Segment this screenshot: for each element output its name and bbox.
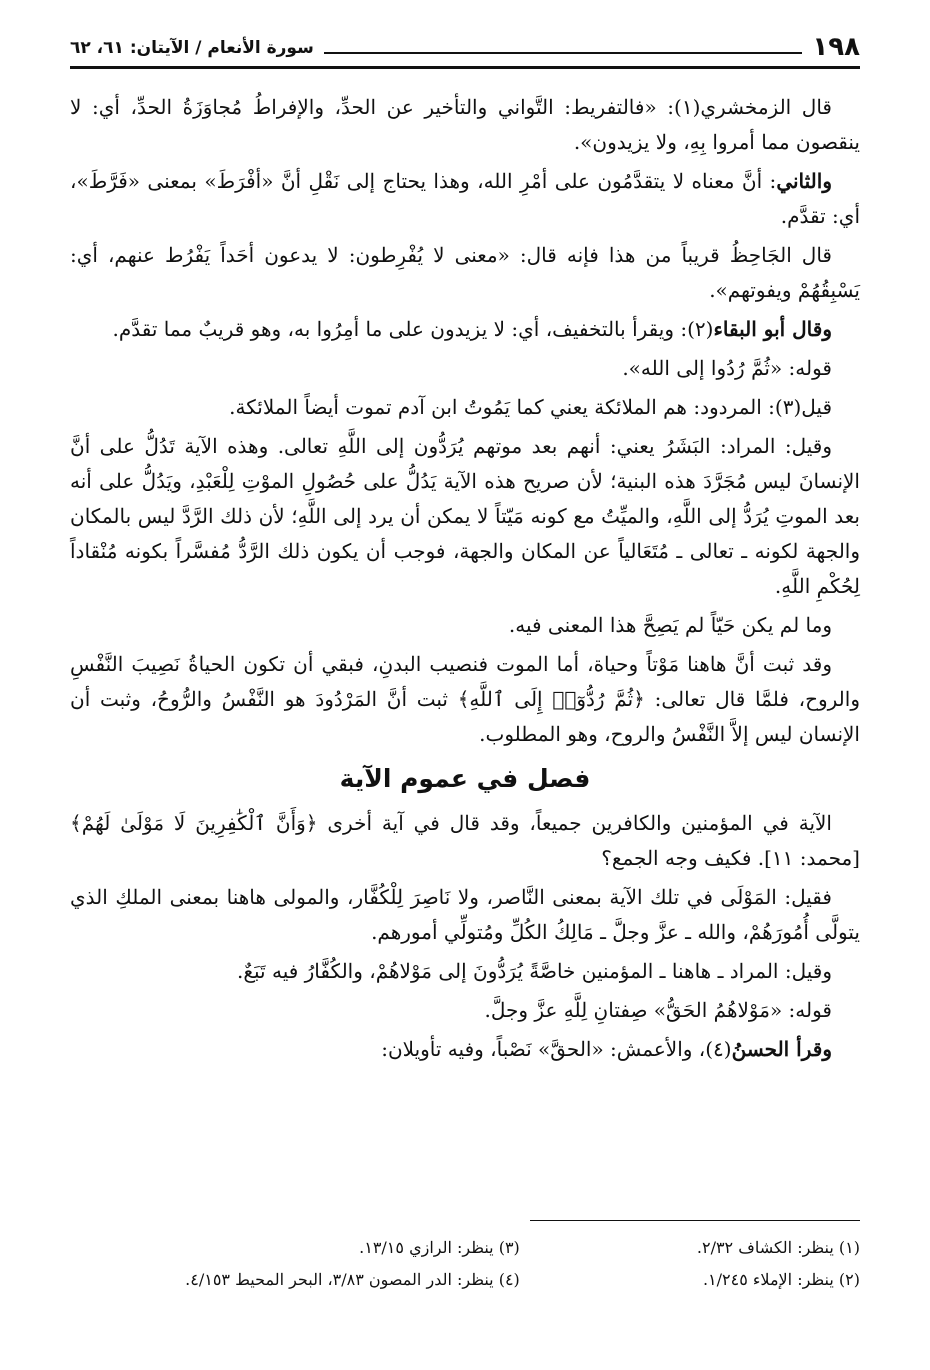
header-rule: [70, 66, 860, 69]
paragraph-11: فقيل: المَوْلَى في تلك الآية بمعنى النَّاصر، ولا نَاصِرَ لِلْكُفَّار، والمولى هاهنا بمعنى الملكِ الذي يتولَّى أُمُورَهُمْ، والله ـ عزَّ وجلَّ ـ مَالِكُ الكُلِّ ومُتولِّي أمورهم.: [70, 885, 860, 944]
page-number: ١٩٨: [812, 32, 860, 62]
footnote-3: (٣) ينظر: الرازي ١٣/١٥.: [359, 1238, 520, 1257]
paragraph-9: وقد ثبت أنَّ هاهنا مَوْتاً وحياة، أما الموت فنصيب البدنِ، فبقي أن تكون الحياةُ نَصِيبَ النَّفْسِ والروح، فلمَّا قال تعالى: ﴿ثُمَّ رُدُّوٓا۟ إِلَى ٱللَّهِ﴾ ثبت أنَّ المَرْدُودَ هو النَّفْسُ والرُّوحُ، وثبت أن الإنسان ليس إلاَّ النَّفْسُ والروح، وهو المطلوب.: [70, 652, 860, 746]
paragraph-3: قال الجَاحِظُ قريباً من هذا فإنه قال: «معنى لا يُفْرِطون: لا يدعون أحَداً يَفْرُط عنهم، أي: يَسْبِقُهُمْ ويفوتهم».: [70, 243, 860, 302]
paragraph-13: قوله: «مَوْلاهُمُ الحَقُّ» صِفتانِ لِلَّهِ عزَّ وجلَّ.: [484, 998, 832, 1022]
section-heading: فصل في عموم الآية: [339, 764, 591, 793]
paragraph-14: وقرأ الحسنُ(٤)، والأعمش: «الحقَّ» نَصْباً، وفيه تأويلان:: [381, 1037, 832, 1061]
paragraph-10: الآية في المؤمنين والكافرين جميعاً، وقد قال في آية أخرى ﴿وَأَنَّ ٱلْكَٰفِرِينَ لَا مَوْلَىٰ لَهُمْ﴾ [محمد: ١١]. فكيف وجه الجمع؟: [70, 811, 860, 870]
paragraph-7: وقيل: المراد: البَشَرُ يعني: أنهم بعد موتهم يُرَدُّون إلى اللَّهِ تعالى. وهذه الآية تَدُلُّ على أنَّ الإنسانَ ليس مُجَرَّدَ هذه البنية؛ لأن صريح هذه الآية يَدُلُّ على حُصُولِ الموْتِ لِلْعَبْدِ، ويَدُلُّ على أنه بعد الموتِ يُرَدُّ إلى اللَّهِ، والميِّتُ مع كونه مَيّتاً لا يمكن أن يرد إلى اللَّهِ؛ لأن ذلك الرَّدَّ ليس بالمكان والجهة لكونه ـ تعالى ـ مُتَعَالياً عن المكان والجهة، فوجب أن يكون ذلك الرَّدُّ مُفسَّراً بكونه مُنْقاداً لِحُكْمِ اللَّهِ.: [70, 434, 860, 598]
footnote-1: (١) ينظر: الكشاف ٢/٣٢.: [696, 1238, 860, 1257]
header-rule-short: [324, 52, 803, 54]
main-text: [70, 90, 860, 1071]
running-title: سورة الأنعام / الآيتان: ٦١، ٦٢: [70, 38, 314, 58]
paragraph-8: وما لم يكن حَيّاً لم يَصِحَّ هذا المعنى فيه.: [508, 613, 832, 637]
paragraph-5: قوله: «ثُمَّ رُدُوا إلى الله».: [622, 356, 832, 380]
footnote-2: (٢) ينظر: الإملاء ١/٢٤٥.: [702, 1270, 860, 1289]
page-header: [70, 30, 860, 62]
paragraph-6: قيل(٣): المردود: هم الملائكة يعني كما يَمُوتُ ابن آدم تموت أيضاً الملائكة.: [229, 395, 832, 419]
page: [70, 0, 860, 1370]
paragraph-1: قال الزمخشري(١): «فالتفريط: التَّواني والتأخير عن الحدِّ، والإفراطُ مُجاوَزَةُ الحدِّ، أي: لا ينقصون مما أمروا بِهِ، ولا يزيدون».: [70, 95, 860, 154]
paragraph-12: وقيل: المراد ـ هاهنا ـ المؤمنين خاصَّةً يُرَدُّونَ إلى مَوْلاهُمْ، والكُفَّارُ فيه تَبَعٌ.: [237, 959, 832, 983]
footnote-rule: [530, 1220, 860, 1221]
footnote-4: (٤) ينظر: الدر المصون ٣/٨٣، البحر المحيط ٤/١٥٣.: [185, 1270, 520, 1289]
footnotes: [70, 1234, 860, 1294]
paragraph-2: والثاني: أنَّ معناه لا يتقدَّمُون على أمْرِ الله، وهذا يحتاج إلى نَقْلِ أنَّ «أفْرَطَ» بمعنى «فَرَّطَ»، أي: تقدَّم.: [70, 169, 860, 228]
paragraph-4: وقال أبو البقاء(٢): ويقرأ بالتخفيف، أي: لا يزيدون على ما أمِرُوا به، وهو قريبٌ مما تقدَّم.: [112, 317, 832, 341]
